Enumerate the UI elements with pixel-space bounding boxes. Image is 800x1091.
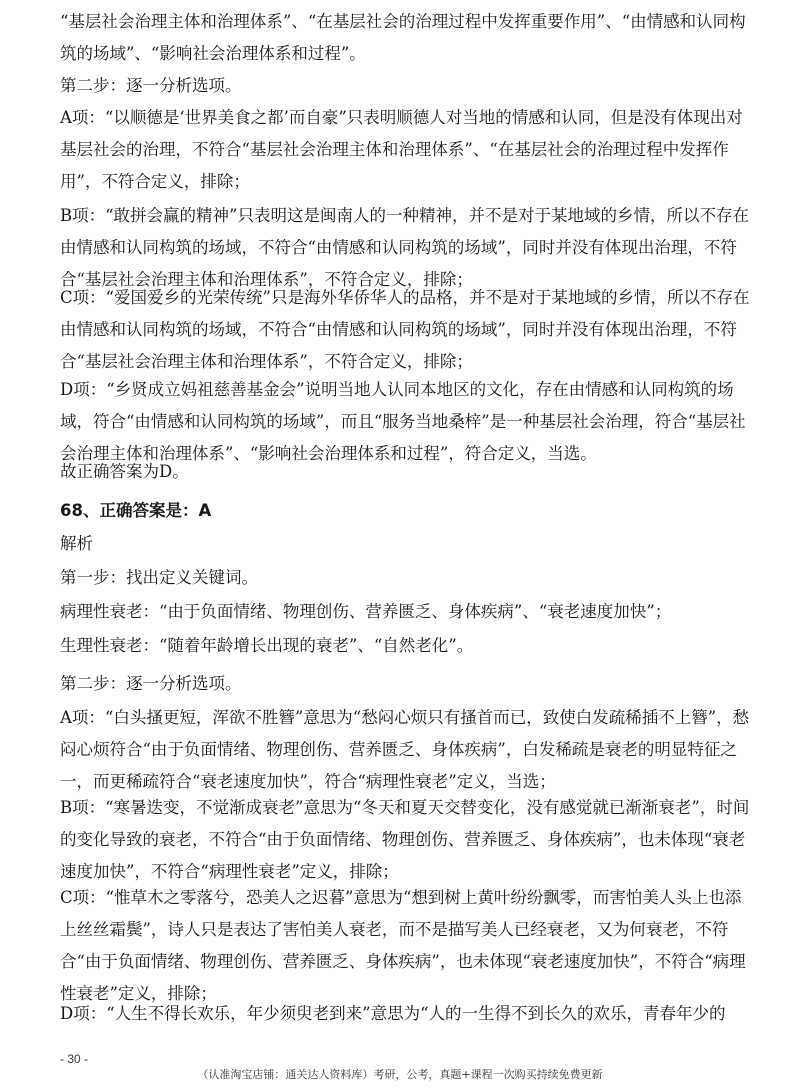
paragraph-option-c-2: C项：“惟草木之零落兮，恐美人之迟暮”意思为“想到树上黄叶纷纷飘零，而害怕美人头上也添上丝丝霜鬓”，诗人只是表达了害怕美人衰老，而不是描写美人已经衰老，又为何衰老，不符合“由于负面情绪、物理创伤、营养匮乏、身体疾病”，也未体现“衰老速度加快”，不符合“病理性衰老”定义，排除；	[60, 888, 746, 1003]
paragraph-option-c: C项：“爱国爱乡的光荣传统”只是海外华侨华人的品格，并不是对于某地域的乡情，所以不存在由情感和认同构筑的场域，不符合“由情感和认同构筑的场域”，同时并没有体现出治理，不符合“基层社会治理主体和治理体系”，不符合定义，排除；	[60, 288, 750, 371]
paragraph-answer: 故正确答案为D。	[60, 462, 189, 481]
paragraph-intro-keywords: “基层社会治理主体和治理体系”、“在基层社会的治理过程中发挥重要作用”、“由情感和认同构筑的场域”、“影响社会治理体系和过程”。	[60, 12, 746, 63]
paragraph-step-two: 第二步：逐一分析选项。	[60, 76, 242, 95]
paragraph-analysis-label: 解析	[60, 534, 93, 553]
page-number: - 30 -	[60, 1052, 89, 1066]
paragraph-option-b-2: B项：“寒暑迭变，不觉渐成衰老”意思为“冬天和夏天交替变化，没有感觉就已渐渐衰老”，时间的变化导致的衰老，不符合“由于负面情绪、物理创伤、营养匮乏、身体疾病”，也未体现“衰老速度加快”，不符合“病理性衰老”定义，排除；	[60, 798, 750, 881]
paragraph-option-b: B项：“敢拼会赢的精神”只表明这是闽南人的一种精神，并不是对于某地域的乡情，所以不存在由情感和认同构筑的场域，不符合“由情感和认同构筑的场域”，同时并没有体现出治理，不符合“基层社会治理主体和治理体系”，不符合定义，排除；	[60, 206, 749, 289]
paragraph-option-a: A项：“以顺德是‘世界美食之都’而自豪”只表明顺德人对当地的情感和认同，但是没有体现出对基层社会的治理，不符合“基层社会治理主体和治理体系”、“在基层社会的治理过程中发挥作用”，不符合定义，排除；	[60, 108, 743, 191]
paragraph-pathological: 病理性衰老：“由于负面情绪、物理创伤、营养匮乏、身体疾病”、“衰老速度加快”；	[60, 602, 672, 621]
paragraph-physiological: 生理性衰老：“随着年龄增长出现的衰老”、“自然老化”。	[60, 636, 474, 655]
paragraph-step-one: 第一步：找出定义关键词。	[60, 568, 258, 587]
question-heading: 68、正确答案是：A	[60, 501, 212, 520]
paragraph-option-d-2: D项：“人生不得长欢乐，年少须臾老到来”意思为“人的一生得不到长久的欢乐，青春年少的	[60, 1004, 726, 1023]
paragraph-step-two-b: 第二步：逐一分析选项。	[60, 674, 242, 693]
paragraph-option-d: D项：“乡贤成立妈祖慈善基金会”说明当地人认同本地区的文化，存在由情感和认同构筑的场域，符合“由情感和认同构筑的场域”，而且“服务当地桑梓”是一种基层社会治理，符合“基层社会治理主体和治理体系”、“影响社会治理体系和过程”，符合定义，当选。	[60, 380, 746, 463]
page-footer: （认准淘宝店铺：通关达人资料库）考研，公考，真题+课程一次购买持续免费更新	[197, 1068, 603, 1081]
paragraph-option-a-2: A项：“白头搔更短，浑欲不胜簪”意思为“愁闷心烦只有搔首而已，致使白发疏稀插不上簪”，愁闷心烦符合“由于负面情绪、物理创伤、营养匮乏、身体疾病”，白发稀疏是衰老的明显特征之一，而更稀疏符合“衰老速度加快”，符合“病理性衰老”定义，当选；	[60, 708, 750, 791]
